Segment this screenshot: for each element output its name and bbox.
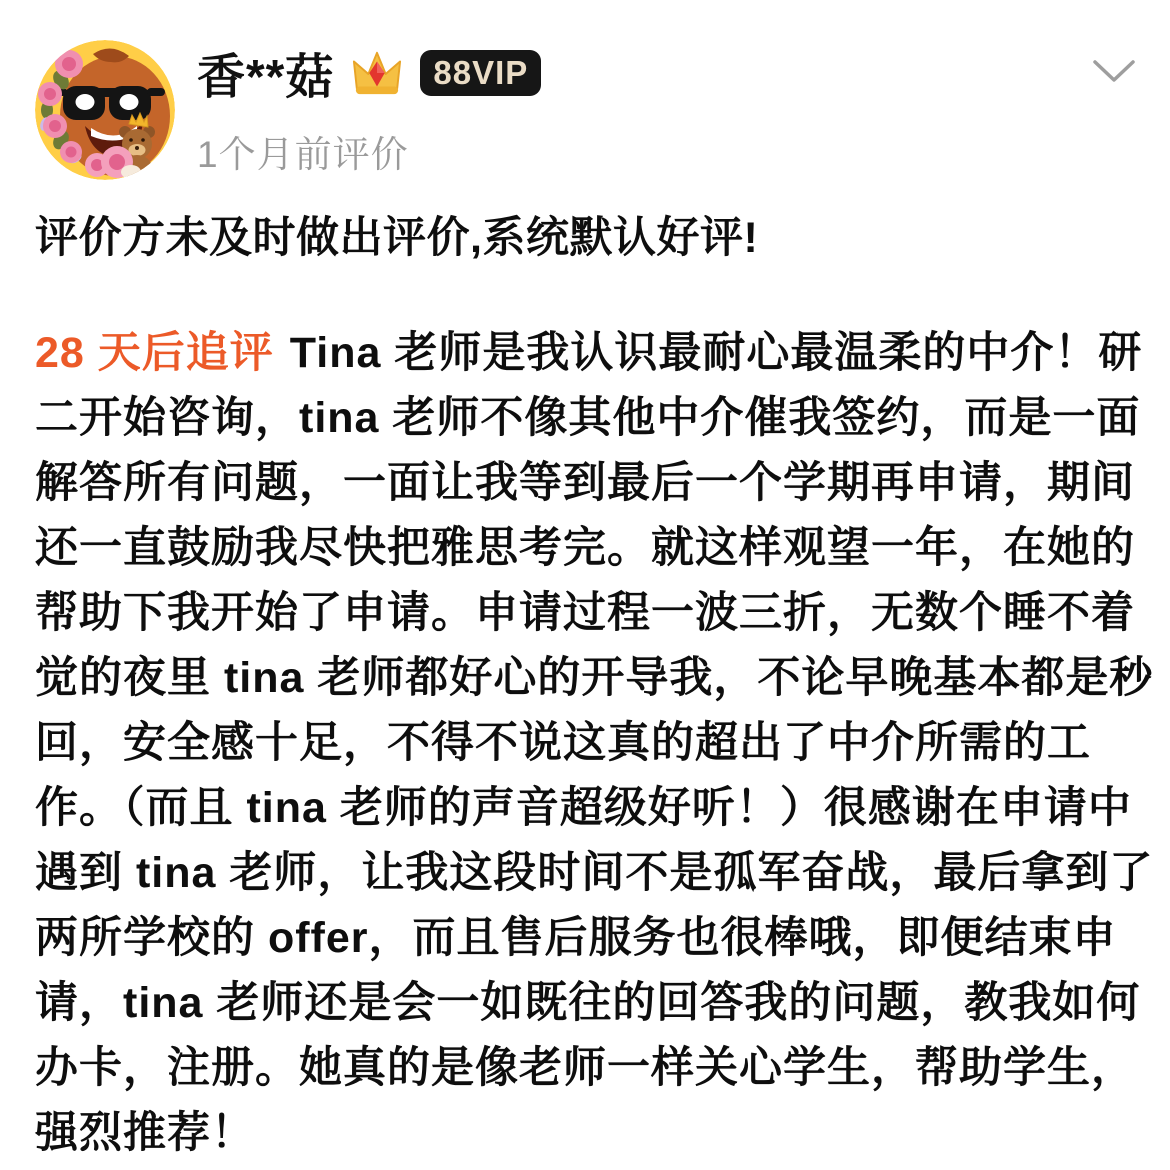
followup-text: Tina 老师是我认识最耐心最温柔的中介！研 xyxy=(289,329,1143,377)
followup-line: 作。（而且 tina 老师的声音超级好听！）很感谢在申请中 xyxy=(35,784,1132,832)
followup-line: 还一直鼓励我尽快把雅思考完。就这样观望一年，在她的 xyxy=(35,524,1135,572)
username: 香**菇 xyxy=(197,50,335,104)
crown-icon xyxy=(350,48,404,98)
review-timestamp: 1个月前评价 xyxy=(197,134,409,175)
followup-line: 请，tina 老师还是会一如既往的回答我的问题，教我如何 xyxy=(35,979,1141,1027)
followup-line: 解答所有问题，一面让我等到最后一个学期再申请，期间 xyxy=(35,459,1135,507)
review-body xyxy=(0,206,1170,1166)
followup-line xyxy=(35,321,1143,386)
review-header xyxy=(0,0,1170,180)
followup-line: 觉的夜里 tina 老师都好心的开导我，不论早晚基本都是秒 xyxy=(35,654,1154,702)
chevron-down-icon xyxy=(1092,59,1136,85)
followup-line: 办卡，注册。她真的是像老师一样关心学生，帮助学生， xyxy=(35,1044,1135,1092)
followup-line: 帮助下我开始了申请。申请过程一波三折，无数个睡不着 xyxy=(35,589,1135,637)
followup-line: 强烈推荐！ xyxy=(35,1109,255,1157)
vip-badge: 88VIP xyxy=(420,50,541,96)
avatar xyxy=(35,40,175,180)
followup-label: 28 天后追评 xyxy=(35,329,274,377)
collapse-review-button[interactable] xyxy=(1088,50,1140,94)
avatar-illustration xyxy=(35,40,175,180)
followup-review xyxy=(35,321,1154,1166)
followup-line: 遇到 tina 老师，让我这段时间不是孤军奋战，最后拿到了 xyxy=(35,849,1154,897)
followup-line: 二开始咨询，tina 老师不像其他中介催我签约，而是一面 xyxy=(35,394,1141,442)
followup-line: 回，安全感十足，不得不说这真的超出了中介所需的工 xyxy=(35,719,1091,767)
header-user-info xyxy=(197,40,541,180)
followup-line: 两所学校的 offer，而且售后服务也很棒哦，即便结束申 xyxy=(35,914,1117,962)
system-default-review-text: 评价方未及时做出评价,系统默认好评! xyxy=(35,214,759,262)
